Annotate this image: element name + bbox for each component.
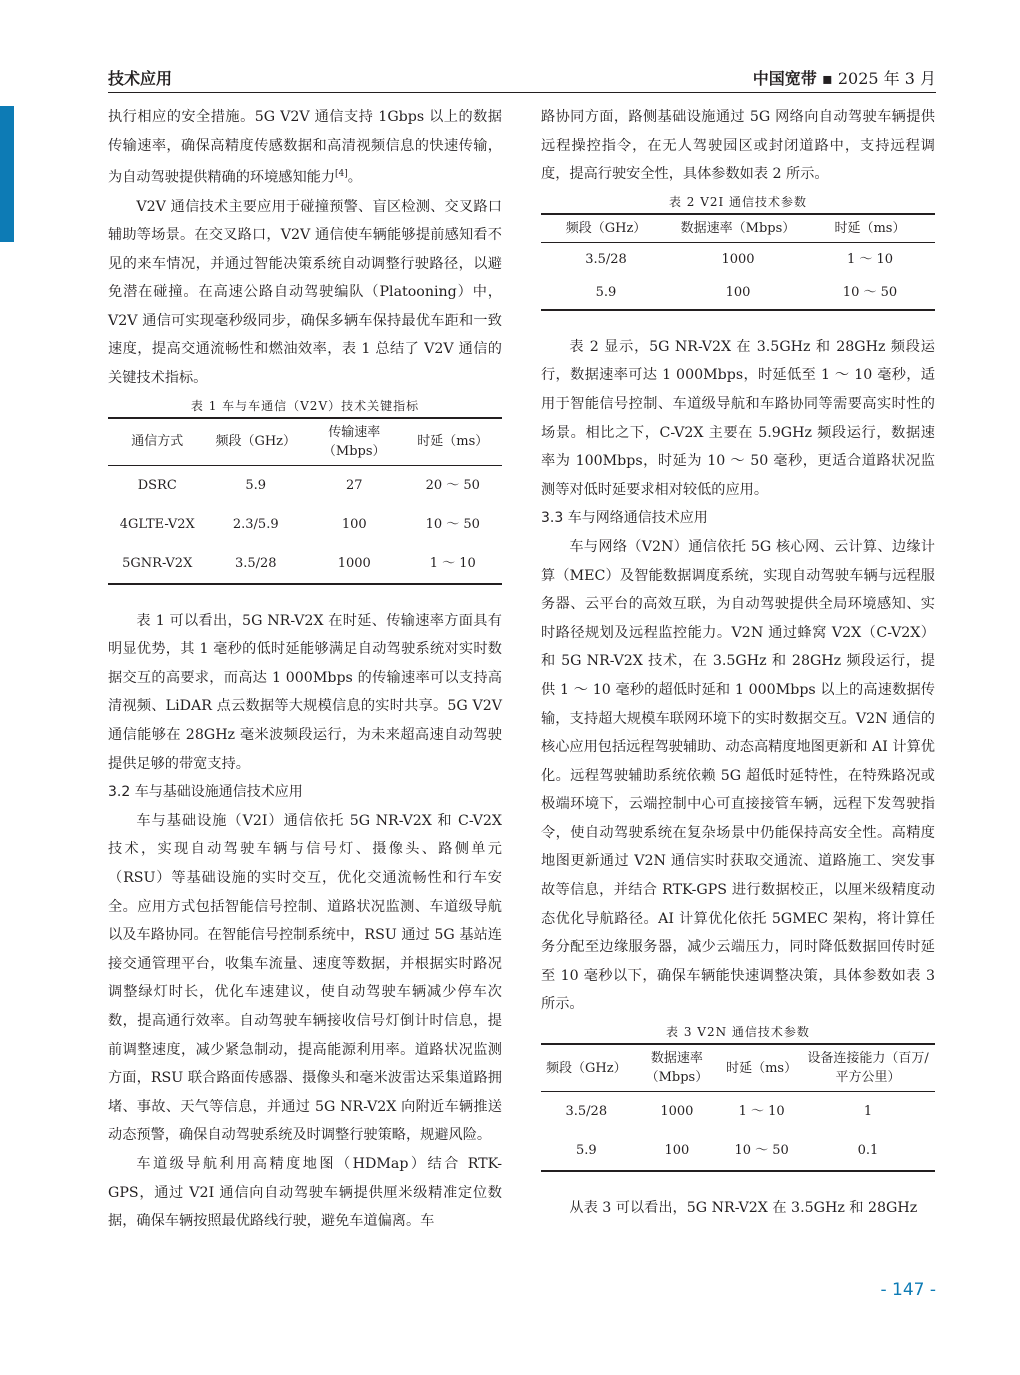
table-cell: 1 ～ 10 (429, 555, 476, 571)
paragraph: 车道级导航利用高精度地图（HDMap）结合 RTK-GPS，通过 V2I 通信向自动驾驶车辆提供厘米级精准定位数据，确保车辆按照最优路线行驶，避免车道偏离。车 (108, 1155, 502, 1230)
paragraph-text: 执行相应的安全措施。5G V2V 通信支持 1Gbps 以上的数据传输速率，确保高精度传感数据和高清视频信息的快速传输，为自动驾驶提供精确的环境感知能力 (108, 109, 502, 186)
table-cell: 5.9 (595, 284, 617, 300)
table-header: 时延（ms） (404, 418, 503, 466)
table-cell: 1000 (337, 555, 371, 571)
table-cell: 10 ～ 50 (425, 516, 480, 532)
table-cell: 100 (725, 284, 751, 300)
table-2-caption: 表 2 V2I 通信技术参数 (668, 194, 808, 209)
table-header: 通信方式 (108, 418, 207, 466)
left-column (108, 103, 502, 1236)
table-cell: DSRC (137, 477, 177, 493)
side-color-tab (0, 106, 14, 242)
table-3 (541, 1043, 935, 1172)
table-cell: 1000 (660, 1104, 694, 1120)
journal-name: 中国宽带 (752, 69, 817, 88)
paragraph: 车与网络（V2N）通信依托 5G 核心网、云计算、边缘计算（MEC）及智能数据调度系统，实现自动驾驶车辆与远程服务器、云平台的高效互联，为自动驾驶提供全局环境感知、实时路径规划及远程监控能力。V2N 通过蜂窝 V2X（C-V2X）和 5G NR-V2X 技术，在 3.5GHz 和 28GHz 频段运行，提供 1 ～ 10 毫秒的超低时延和 1 000Mbps 以上的高速数据传输，支持超大规模车联网环境下的实时数据交互。V2N 通信的核心应用包括远程驾驶辅助、动态高精度地图更新和 AI 计算优化。远程驾驶辅助系统依赖 5G 超低时延特性，在特殊路况或极端环境下，云端控制中心可直接接管车辆，远程下发驾驶指令，使自动驾驶系统在复杂场景中仍能保持高安全性。高精度地图更新通过 V2N 通信实时获取交通流、道路施工、突发事故等信息，并结合 RTK-GPS 进行数据校正，以厘米级精度动态优化导航路径。AI 计算优化依托 5GMEC 架构，将计算任务分配至边缘服务器，减少云端压力，同时降低数据回传时延至 10 毫秒以下，确保车辆能快速调整决策，具体参数如表 3 所示。 (541, 538, 935, 1013)
table-cell: 100 (341, 516, 367, 532)
table-2 (541, 213, 935, 311)
table-cell: 0.1 (857, 1143, 879, 1159)
paragraph: 从表 3 可以看出，5G NR-V2X 在 3.5GHz 和 28GHz (569, 1200, 918, 1217)
table-cell: 1 ～ 10 (738, 1104, 785, 1120)
header-rule (108, 92, 936, 93)
section-label: 技术应用 (108, 69, 173, 88)
table-cell: 10 ～ 50 (734, 1143, 789, 1159)
table-cell: 5.9 (575, 1143, 597, 1159)
table-cell: 10 ～ 50 (842, 284, 898, 300)
table-cell: 1000 (721, 251, 755, 267)
table-cell: 3.5/28 (585, 251, 627, 267)
table-cell: 5.9 (245, 477, 267, 493)
paragraph: V2V 通信技术主要应用于碰撞预警、盲区检测、交叉路口辅助等场景。在交叉路口，V2V 通信使车辆能够提前感知看不见的来车情况，并通过智能决策系统自动调整行驶路径，以避免潜在碰撞。在高速公路自动驾驶编队（Platooning）中，V2V 通信可实现毫秒级同步，确保多辆车保持最优车距和一致速度，提高交通流畅性和燃油效率，表 1 总结了 V2V 通信的关键技术指标。 (108, 198, 502, 387)
table-cell: 1 ～ 10 (846, 251, 894, 267)
table-cell: 5GNR-V2X (122, 555, 193, 571)
header-separator: ▪ (821, 69, 833, 88)
paragraph: 车与基础设施（V2I）通信依托 5G NR-V2X 和 C-V2X 技术，实现自动驾驶车辆与信号灯、摄像头、路侧单元（RSU）等基础设施的实时交互，优化交通流畅性和行车安全。应用方式包括智能信号控制、道路状况监测、车道级导航以及车路协同。在智能信号控制系统中，RSU 通过 5G 基站连接交通管理平台，收集车流量、速度等数据，并根据实时路况调整绿灯时长，优化车速建议，使自动驾驶车辆减少停车次数，提高通行效率。自动驾驶车辆接收信号灯倒计时信息，提前调整速度，减少紧急制动，提高能源利用率。道路状况监测方面，RSU 联合路面传感器、摄像头和毫米波雷达采集道路拥堵、事故、天气等信息，并通过 5G NR-V2X 向附近车辆推送动态预警，确保自动驾驶系统及时调整行驶策略，规避风险。 (108, 812, 502, 1144)
table-row (541, 1131, 935, 1171)
table-1-caption: 表 1 车与车通信（V2V）技术关键指标 (190, 398, 420, 413)
journal-header (753, 66, 936, 89)
table-row (108, 465, 502, 505)
table-header: 传输速率（Mbps） (305, 418, 404, 466)
table-row (108, 544, 502, 584)
table-1 (108, 417, 502, 585)
table-row (541, 242, 935, 276)
section-heading-3-2: 3.2 车与基础设施通信技术应用 (108, 784, 303, 801)
table-row (541, 1092, 935, 1132)
paragraph: 表 1 可以看出，5G NR-V2X 在时延、传输速率方面具有明显优势，其 1 毫秒的低时延能够满足自动驾驶系统对实时数据交互的高要求，而高达 1 000Mbps 的传输速率可以支持高清视频、LiDAR 点云数据等大规模信息的实时共享。5G V2V 通信能够在 28GHz 毫米波频段运行，为未来超高速自动驾驶提供足够的带宽支持。 (108, 612, 502, 772)
table-cell: 4GLTE-V2X (119, 516, 195, 532)
page-number: - 147 - (880, 1280, 936, 1300)
table-header: 时延（ms） (805, 214, 935, 243)
table-cell: 3.5/28 (234, 555, 277, 571)
table-cell: 2.3/5.9 (232, 516, 279, 532)
table-cell: 3.5/28 (565, 1104, 608, 1120)
table-3-caption: 表 3 V2N 通信技术参数 (666, 1025, 810, 1040)
table-header: 数据速率（Mbps） (671, 214, 805, 243)
table-header: 设备连接能力（百万/平方公里） (801, 1044, 935, 1092)
paragraph: 表 2 显示，5G NR-V2X 在 3.5GHz 和 28GHz 频段运行，数据速率可达 1 000Mbps，时延低至 1 ～ 10 毫秒，适用于智能信号控制、车道级导航和车路协同等需要高实时性的场景。相比之下，C-V2X 主要在 5.9GHz 频段运行，数据速率为 100Mbps，时延为 10 ～ 50 毫秒，更适合道路状况监测等对低时延要求相对较低的应用。 (541, 338, 935, 498)
paragraph-end: 。 (347, 169, 362, 186)
table-header: 时延（ms） (722, 1044, 801, 1092)
section-heading-3-3: 3.3 车与网络通信技术应用 (541, 510, 708, 527)
table-cell: 27 (345, 477, 363, 493)
table-header: 频段（GHz） (541, 1044, 632, 1092)
table-row (541, 276, 935, 310)
issue-date: 2025 年 3 月 (837, 69, 936, 88)
table-header: 频段（GHz） (541, 214, 671, 243)
table-cell: 1 (863, 1104, 873, 1120)
paragraph: 路协同方面，路侧基础设施通过 5G 网络向自动驾驶车辆提供远程操控指令，在无人驾驶园区或封闭道路中，支持远程调度，提高行驶安全性，具体参数如表 2 所示。 (541, 109, 935, 183)
table-cell: 100 (664, 1143, 690, 1159)
right-column (541, 103, 935, 1223)
paragraph (108, 103, 502, 193)
table-header: 频段（GHz） (207, 418, 306, 466)
table-cell: 20 ～ 50 (425, 477, 480, 493)
table-row (108, 505, 502, 544)
table-header: 数据速率（Mbps） (632, 1044, 723, 1092)
citation-ref: [4] (335, 169, 348, 180)
